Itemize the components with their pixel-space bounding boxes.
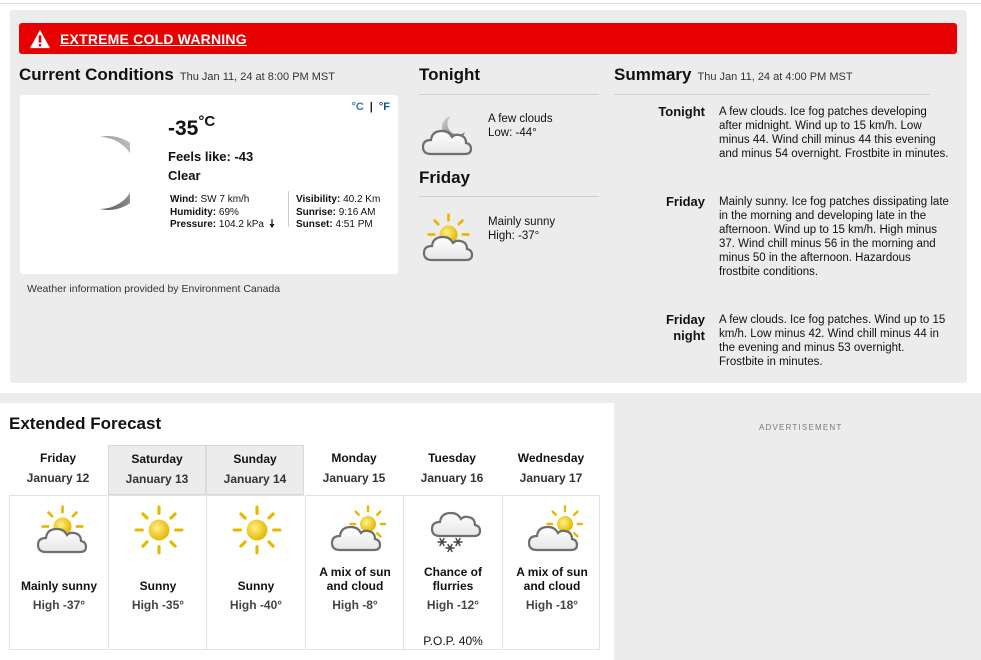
day-name: Sunday	[233, 452, 277, 466]
summary-text: A few clouds. Ice fog patches developing after midnight. Wind up to 15 km/h. Low minus 44. Wind chill minus 44 this evening and minus 54 overnight. Frostbite in minutes.	[719, 106, 949, 160]
celsius-toggle[interactable]: °C	[351, 101, 364, 113]
warning-triangle-icon	[29, 28, 51, 50]
cloudy-night-icon	[421, 110, 475, 158]
day-header	[403, 445, 501, 495]
unit-toggle	[351, 101, 390, 113]
day-name: Saturday	[131, 452, 183, 466]
humidity-value: 69%	[218, 206, 239, 218]
sun-cloud-icon	[34, 504, 90, 556]
pressure-value: 104.2 kPa	[218, 219, 264, 230]
current-conditions-timestamp: Thu Jan 11, 24 at 8:00 PM MST	[179, 71, 335, 83]
friday-heading: Friday	[419, 168, 471, 187]
visibility-value: 40.2 Km	[343, 194, 381, 205]
section-gap	[0, 393, 614, 403]
day-body	[305, 495, 403, 650]
day-header	[108, 445, 206, 495]
sunrise-value: 9:16 AM	[338, 206, 376, 218]
day-high: High -40°	[229, 598, 283, 612]
summary-title: Summary	[614, 65, 692, 84]
day-condition-line2: and cloud	[523, 579, 581, 593]
tonight-divider	[419, 94, 599, 95]
day-body	[502, 495, 600, 650]
temperature-value: -35	[168, 117, 199, 140]
day-condition-line2: and cloud	[326, 579, 384, 593]
sun-icon	[133, 504, 185, 556]
advertisement-panel	[614, 393, 981, 660]
summary-divider	[614, 94, 930, 95]
sunset-label: Sunset:	[296, 219, 333, 230]
day-high: High -37°	[32, 598, 86, 612]
temperature-unit: °C	[198, 113, 216, 130]
friday-forecast	[488, 215, 555, 243]
summary-label	[615, 312, 705, 344]
day-date: January 12	[26, 471, 90, 485]
forecast-day-wednesday	[502, 445, 600, 650]
tonight-condition: A few clouds	[488, 113, 553, 125]
day-condition-line1: A mix of sun	[319, 565, 391, 579]
day-body	[206, 495, 304, 650]
day-date: January 14	[223, 472, 287, 486]
current-temperature	[168, 113, 216, 141]
day-high: High -12°	[426, 598, 480, 612]
pressure-label: Pressure:	[170, 219, 217, 230]
data-credit: Weather information provided by Environment Canada	[27, 283, 281, 295]
details-divider	[288, 191, 289, 227]
advertisement-label: ADVERTISEMENT	[759, 423, 843, 432]
day-condition: Sunny	[237, 579, 275, 593]
friday-divider	[419, 196, 599, 197]
day-high: High -18°	[525, 598, 579, 612]
current-condition: Clear	[168, 168, 201, 183]
forecast-day-monday	[305, 445, 403, 650]
moon-icon	[80, 135, 130, 211]
day-header	[305, 445, 403, 495]
day-header	[206, 445, 304, 495]
sunrise-label: Sunrise:	[296, 206, 337, 218]
details-right	[296, 194, 380, 232]
sun-icon	[231, 504, 283, 556]
current-conditions-title: Current Conditions	[19, 65, 174, 84]
day-name: Monday	[331, 451, 377, 465]
cloud-sun-icon	[330, 504, 386, 556]
day-precip-probability: P.O.P. 40%	[423, 634, 483, 648]
summary-heading	[614, 65, 853, 85]
day-body	[108, 495, 206, 650]
forecast-day-tuesday	[403, 445, 501, 650]
humidity-label: Humidity:	[170, 206, 217, 218]
day-condition-line1: A mix of sun	[516, 565, 588, 579]
day-high: High -8°	[332, 598, 378, 612]
summary-timestamp: Thu Jan 11, 24 at 4:00 PM MST	[697, 71, 853, 83]
fahrenheit-toggle[interactable]: °F	[378, 101, 390, 113]
top-border	[0, 0, 981, 4]
wind-label: Wind:	[170, 194, 198, 205]
day-condition-line2: flurries	[432, 579, 474, 593]
feels-like: Feels like: -43	[168, 149, 254, 164]
summary-text: A few clouds. Ice fog patches. Wind up to 15 km/h. Low minus 42. Wind chill minus 44 in the evening and minus 53 overnight. Frostbite in minutes.	[719, 314, 946, 368]
forecast-day-friday	[9, 445, 107, 650]
warning-link[interactable]: EXTREME COLD WARNING	[60, 30, 247, 47]
visibility-label: Visibility:	[296, 194, 341, 205]
tonight-low: Low: -44°	[488, 127, 537, 139]
day-high: High -35°	[131, 598, 185, 612]
day-name: Wednesday	[517, 451, 585, 465]
tonight-forecast	[488, 112, 553, 140]
unit-separator: |	[369, 101, 373, 113]
current-conditions-card	[20, 95, 398, 274]
day-body	[403, 495, 501, 650]
day-condition-line1: Chance of	[423, 565, 482, 579]
day-date: January 17	[519, 471, 583, 485]
pressure-falling-arrow-icon	[269, 219, 275, 228]
summary-text: Mainly sunny. Ice fog patches dissipating late in the morning and developing late in the afternoon. Wind up to 15 km/h. High minus 37. Wind chill minus 56 in the morning and minus 50 in the afternoon. Hazardous frostbite conditions.	[719, 196, 949, 278]
extended-forecast-title: Extended Forecast	[9, 414, 162, 433]
details-left	[170, 194, 275, 232]
snow-cloud-icon	[428, 504, 484, 556]
summary-label-line1: Friday	[665, 312, 705, 327]
forecast-day-sunday	[206, 445, 304, 650]
tonight-heading: Tonight	[419, 65, 481, 84]
cloud-sun-icon	[527, 504, 583, 556]
day-condition: Mainly sunny	[20, 579, 97, 593]
day-date: January 15	[322, 471, 386, 485]
forecast-day-saturday	[108, 445, 206, 650]
current-conditions-heading	[19, 65, 335, 85]
day-name: Tuesday	[428, 451, 476, 465]
day-body	[9, 495, 107, 650]
warning-banner[interactable]	[19, 23, 957, 54]
friday-high: High: -37°	[488, 230, 540, 242]
day-header	[502, 445, 600, 495]
summary-label: Friday	[665, 194, 705, 209]
day-condition: Sunny	[139, 579, 177, 593]
wind-value: SW 7 km/h	[200, 194, 250, 205]
summary-label-line2: night	[673, 328, 705, 343]
friday-condition: Mainly sunny	[488, 216, 556, 228]
day-date: January 16	[420, 471, 484, 485]
day-date: January 13	[125, 472, 189, 486]
day-name: Friday	[39, 451, 76, 465]
sunset-value: 4:51 PM	[335, 219, 373, 230]
summary-label: Tonight	[658, 104, 705, 119]
sun-cloud-icon	[420, 212, 476, 264]
day-header	[9, 445, 107, 495]
